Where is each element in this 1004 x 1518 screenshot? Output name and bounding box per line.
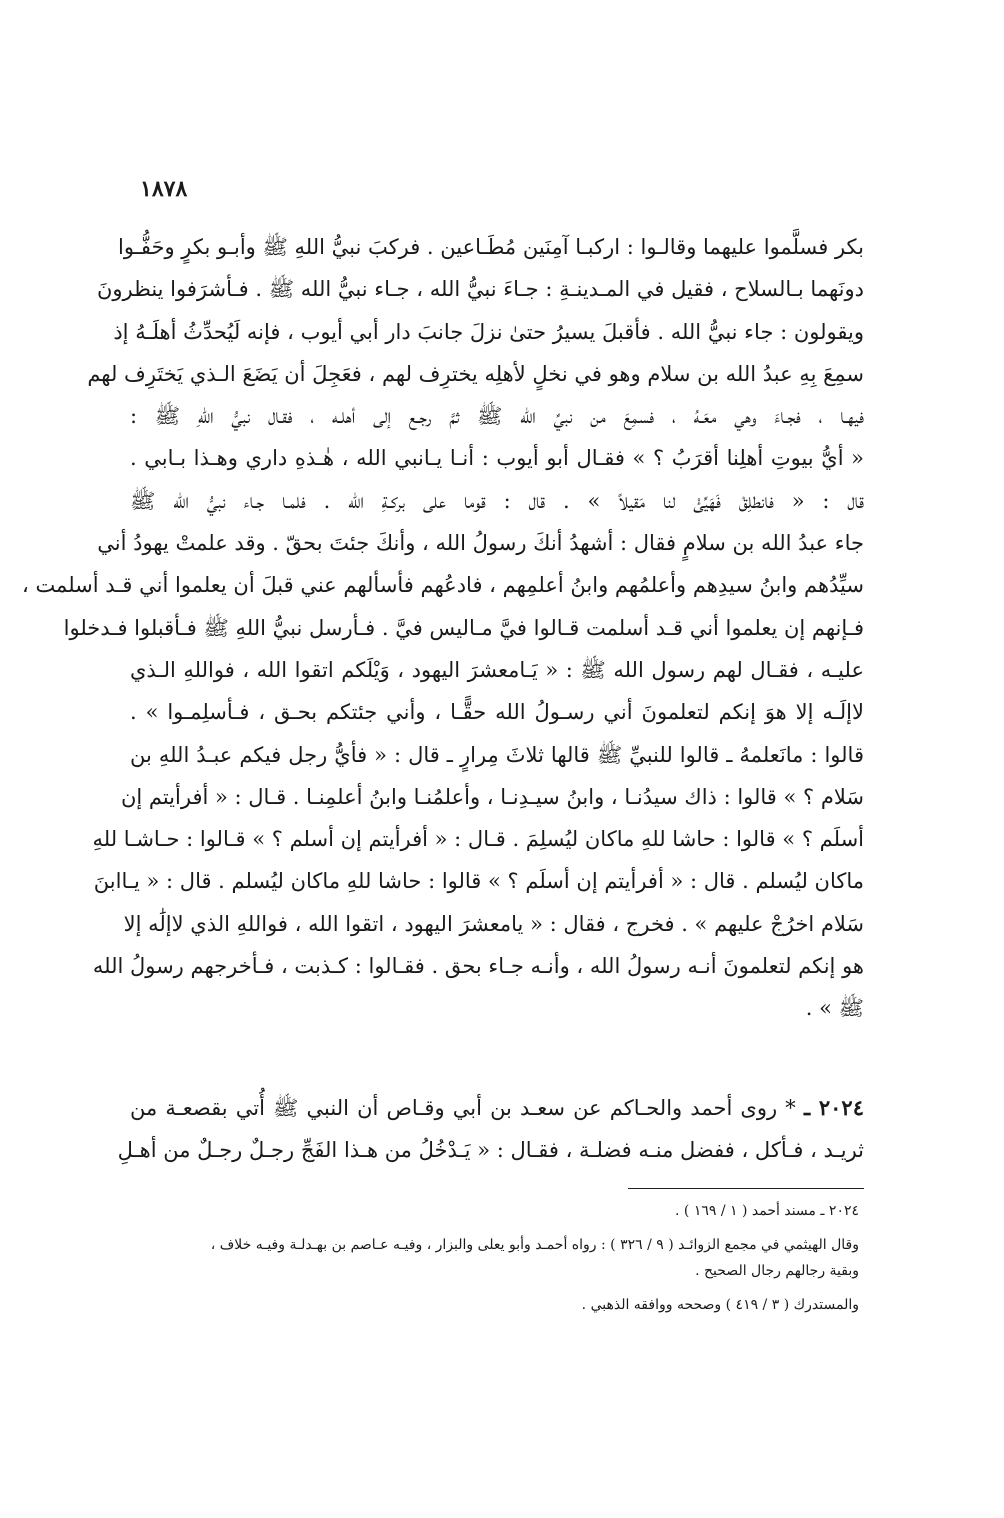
text-line: فـإنهم إن يعلموا أني قـد أسلمت قـالوا فيَّ مـاليس فيَّ . فـأرسل نبيُّ اللهِ ﷺ فـأقبلوا فـدخلوا — [63, 615, 864, 640]
page-number: ١٨٧٨ — [140, 176, 188, 202]
text-line: « أيُّ بيوتِ أهلِنا أقرَبُ ؟ » فقـال أبو أيوب : أنـا يـانبي الله ، هٰـذهِ داري وهـذا بـابي . — [130, 446, 864, 471]
text-line: جاء عبدُ الله بن سلامٍ فقال : أشهدُ أنكَ رسولُ الله ، وأنكَ جئتَ بحقّ . وقد علمتْ يهودُ أني — [97, 531, 864, 556]
text-line: سيِّدُهم وابنُ سيدِهم وأعلمُهم وابنُ أعلمِهم ، فادعُهم فأسألهم عني قبلَ أن يعلموا أني قـد أسلمت ، — [21, 573, 864, 598]
footnote-line: وبقية رجالهم رجال الصحيح . — [695, 1263, 859, 1279]
hadith-number: ٢٠٢٤ ـ — [803, 1095, 864, 1120]
text-line: قالوا : مانَعلمهُ ـ قالوا للنبيِّ ﷺ قالها ثلاثَ مِرارٍ ـ قال : « فأيُّ رجل فيكم عبـدُ اللهِ بن — [130, 742, 864, 767]
text-line: فيهـا ، فجـاءَ وهي معَـهُ ، فسمِعَ من نبيِّ الله ﷺ ثمَّ رجـع إلى أهلـه ، فقـال نبيُّ اللهِ ﷺ : — [130, 404, 864, 429]
footnotes — [135, 1198, 859, 1318]
text-line: سَلام ؟ » قالوا : ذاك سيدُنـا ، وابنُ سيـدِنـا ، وأعلمُنـا وابنُ أعلمِنـا . قـال : « أفرأيتم إن — [120, 784, 864, 809]
text-line: لاإلَـه إلا هوَ إنكم لتعلمونَ أني رسـولُ الله حقًّـا ، وأني جئتكم بحـق ، فـأسلِمـوا » . — [130, 700, 864, 725]
text-line: ويقولون : جاء نبيُّ الله . فأقبلَ يسيرُ حتىٰ نزلَ جانبَ دار أبي أيوب ، فإنه لَيُحدِّثُ أهلَـهُ إذ — [113, 319, 864, 344]
hadith-line — [130, 1086, 864, 1129]
text-line: دونَهما بـالسلاح ، فقيل في المـدينـةِ : جـاءَ نبيُّ الله ، جـاء نبيُّ الله ﷺ . فـأشرَفوا ينظرونَ — [96, 277, 864, 302]
text-line: قال : « فانطلِقْ فَهَيِّئْ لنا مَقيلاً » . قال : قوما على بركـةِ الله . فلمـا جـاء نبيُّ الله ﷺ — [130, 488, 864, 513]
text-line: عليـه ، فقـال لهم رسول الله ﷺ : « يَـامعشرَ اليهود ، وَيْلَكم اتقوا الله ، فواللهِ الـذي — [130, 657, 864, 682]
footnote-line: وقال الهيثمي في مجمع الزوائـد ( ٩ / ٣٢٦ ) : رواه أحمـد وأبو يعلى والبزار ، وفيـه عـاصم بن بهـدلـة وفيـه خلاف ، — [210, 1237, 859, 1253]
main-text — [21, 226, 864, 1030]
text-line: أسلَم ؟ » قالوا : حاشا للهِ ماكان ليُسلِمَ . قـال : « أفرأيتم إن أسلم ؟ » قـالوا : حـاشـا للهِ — [92, 827, 864, 852]
text-line: ماكان ليُسلم . قال : « أفرأيتم إن أسلَم ؟ » قالوا : حاشا للهِ ماكان ليُسلم . قال : « يـاابنَ — [93, 869, 864, 894]
hadith-entry — [117, 1086, 864, 1172]
text-line: هو إنكم لتعلمونَ أنـه رسولُ الله ، وأنـه جـاء بحق . فقـالوا : كـذبت ، فـأخرجهم رسولُ الله — [92, 954, 864, 979]
text-line: ﷺ » . — [805, 996, 864, 1021]
text-line: سَلام اخرُجْ عليهم » . فخرج ، فقال : « يامعشرَ اليهود ، اتقوا الله ، فواللهِ الذي لاإلَٰه إلا — [123, 911, 864, 936]
text-line: بكر فسلَّموا عليهما وقالـوا : اركبـا آمِنَين مُطَـاعين . فركبَ نبيُّ اللهِ ﷺ وأبـو بكرٍ وحَفُّـوا — [118, 235, 864, 259]
footnote-line: ٢٠٢٤ ـ مسند أحمد ( ١ / ١٦٩ ) . — [675, 1203, 859, 1219]
footnote-line: والمستدرك ( ٣ / ٤١٩ ) وصححه ووافقه الذهبي . — [581, 1297, 859, 1313]
hadith-line: ثريـد ، فـأكل ، ففضل منـه فضلـة ، فقـال : « يَـدْخُلُ من هـذا الفَجِّ رجـلٌ رجـلٌ من أهـلِ — [117, 1138, 864, 1162]
footnote-divider — [628, 1188, 864, 1189]
text-line: سمِعَ بِهِ عبدُ الله بن سلام وهو في نخلٍ لأهلِه يخترِف لهم ، فعَجِلَ أن يَضَعَ الـذي يَختَرِف لهم — [87, 361, 864, 386]
hadith-text: * روى أحمد والحـاكم عن سعـد بن أبي وقـاص أن النبي ﷺ أُتي بقصعـة من — [130, 1096, 796, 1120]
